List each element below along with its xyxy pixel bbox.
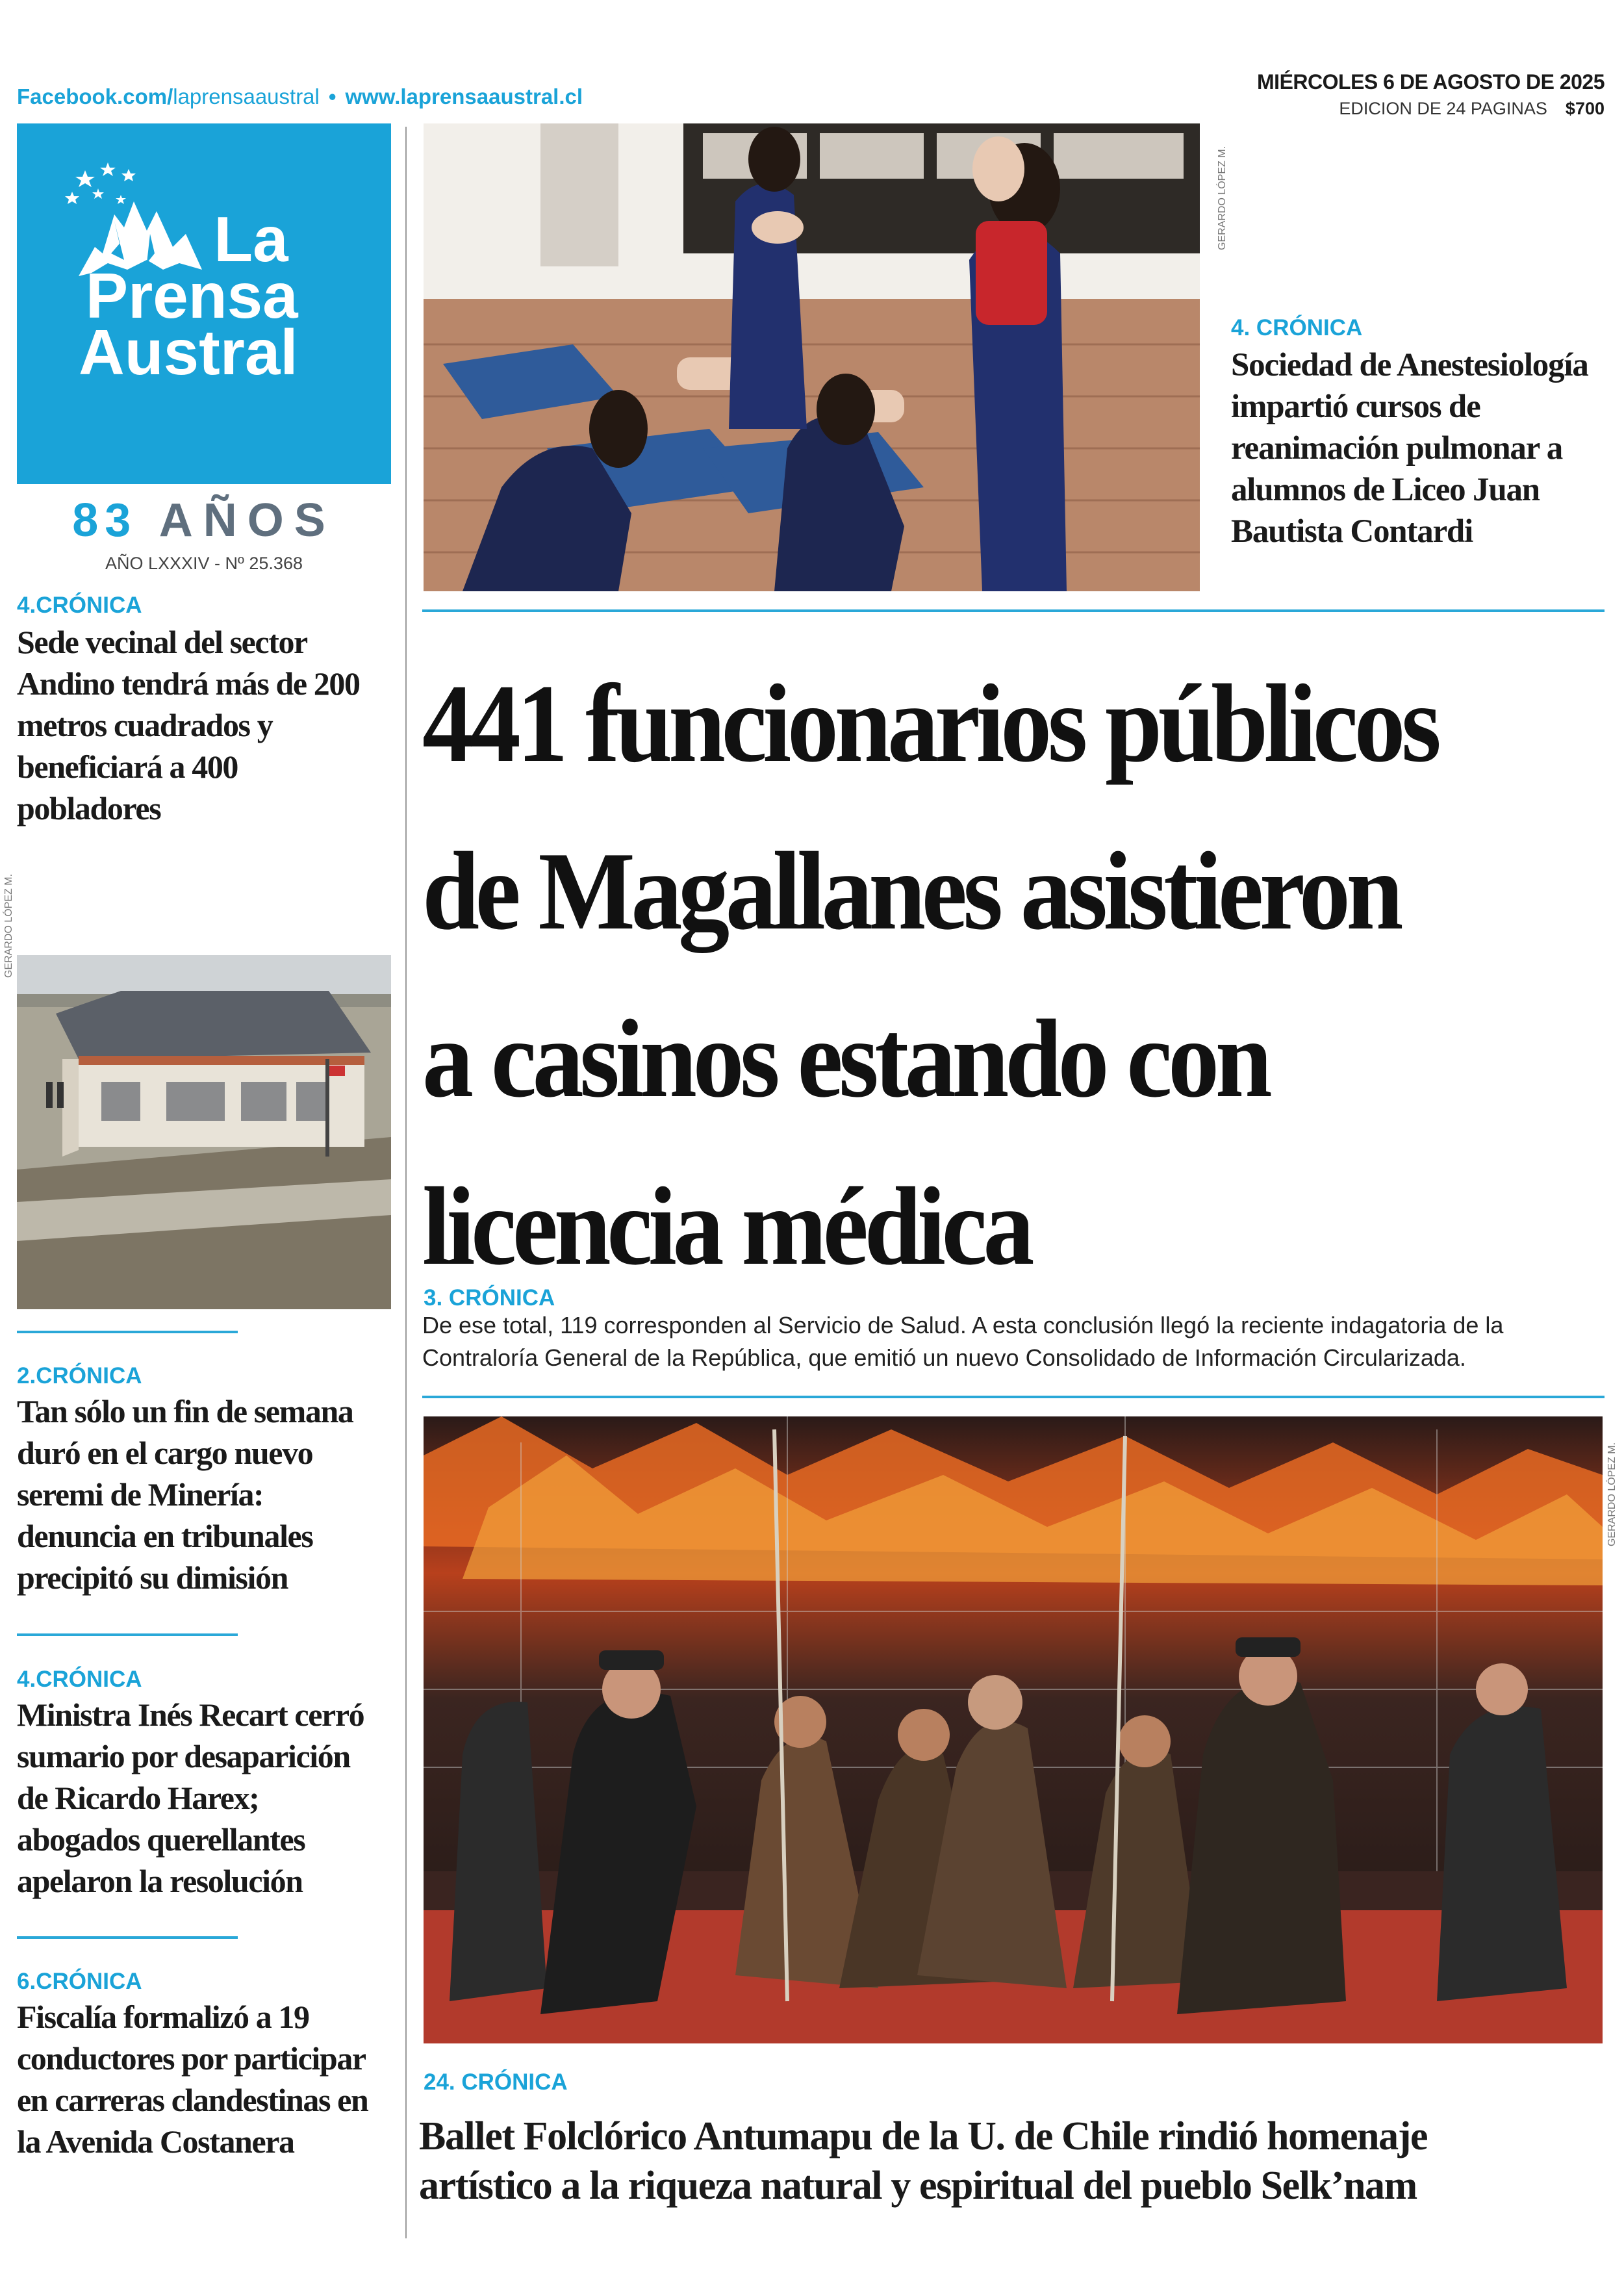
divider [422, 609, 1605, 612]
facebook-link[interactable]: Facebook.com/laprensaaustral [17, 84, 320, 109]
bottom-story-kicker: 24. CRÓNICA [424, 2069, 568, 2095]
story-headline[interactable]: Fiscalía formalizó a 19 conductores por participar en carreras clandestinas en la Avenida Costanera [17, 1999, 368, 2160]
issue-number: AÑO LXXXIV - Nº 25.368 [105, 554, 303, 573]
photo-neighborhood-center [17, 955, 391, 1309]
left-story-3[interactable] [17, 1667, 387, 1902]
photo-credit: GERARDO LÓPEZ M. [1606, 1442, 1618, 1546]
separator-dot: • [328, 84, 336, 109]
edition-info [1339, 99, 1605, 119]
divider [17, 1331, 238, 1333]
masthead-logo [17, 123, 391, 484]
story-kicker: 4. CRÓNICA [1231, 315, 1363, 340]
main-headline[interactable]: 441 funcionarios públicos de Magallanes asistieron a casinos estando con licencia médica [422, 662, 1438, 1288]
bottom-story-headline[interactable]: Ballet Folclórico Antumapu de la U. de Chile rindió homenaje artístico a la riqueza natural y espiritual del pueblo Selk’nam [419, 2114, 1428, 2208]
story-headline[interactable]: Tan sólo un fin de semana duró en el cargo nuevo seremi de Minería: denuncia en tribunales precipitó su dimisión [17, 1393, 353, 1596]
masthead-wordmark: La Prensa Austral [79, 203, 298, 388]
story-headline[interactable]: Sede vecinal del sector Andino tendrá más de 200 metros cuadrados y beneficiará a 400 pobladores [17, 624, 360, 826]
website-link[interactable]: www.laprensaaustral.cl [345, 84, 583, 109]
photo-cpr-training [424, 123, 1200, 591]
left-story-2[interactable] [17, 1363, 387, 1598]
left-story-4[interactable] [17, 1969, 387, 2162]
story-headline[interactable]: Ministra Inés Recart cerró sumario por desaparición de Ricardo Harex; abogados querellantes apelaron la resolución [17, 1696, 364, 1899]
divider [17, 1936, 238, 1939]
divider [17, 1633, 238, 1636]
main-story-deck: De ese total, 119 corresponden al Servicio de Salud. A esta conclusión llegó la reciente indagatoria de la Contraloría General de la República, que emitió un nuevo Consolidado de Información Circularizada. [422, 1312, 1504, 1371]
page-count: EDICION DE 24 PAGINAS [1339, 99, 1547, 118]
divider [422, 1396, 1605, 1398]
story-kicker: 4.CRÓNICA [17, 1667, 142, 1692]
edition-date: MIÉRCOLES 6 DE AGOSTO DE 2025 [1257, 70, 1605, 94]
story-kicker: 2.CRÓNICA [17, 1363, 142, 1389]
photo-ballet-performance [424, 1416, 1603, 2043]
story-kicker: 4.CRÓNICA [17, 593, 142, 618]
story-kicker: 6.CRÓNICA [17, 1969, 142, 1994]
column-divider [405, 127, 407, 2238]
main-story-kicker: 3. CRÓNICA [424, 1285, 555, 1311]
anniversary-years: 83 AÑOS [72, 494, 336, 546]
photo-credit: GERARDO LÓPEZ M. [3, 873, 14, 978]
left-story-1[interactable] [17, 593, 387, 829]
price: $700 [1565, 99, 1605, 118]
social-links [17, 84, 583, 109]
story-headline-cpr[interactable]: Sociedad de Anestesiología impartió cursos de reanimación pulmonar a alumnos de Liceo Juan Bautista Contardi [1231, 347, 1588, 550]
photo-credit: GERARDO LÓPEZ M. [1217, 146, 1228, 250]
